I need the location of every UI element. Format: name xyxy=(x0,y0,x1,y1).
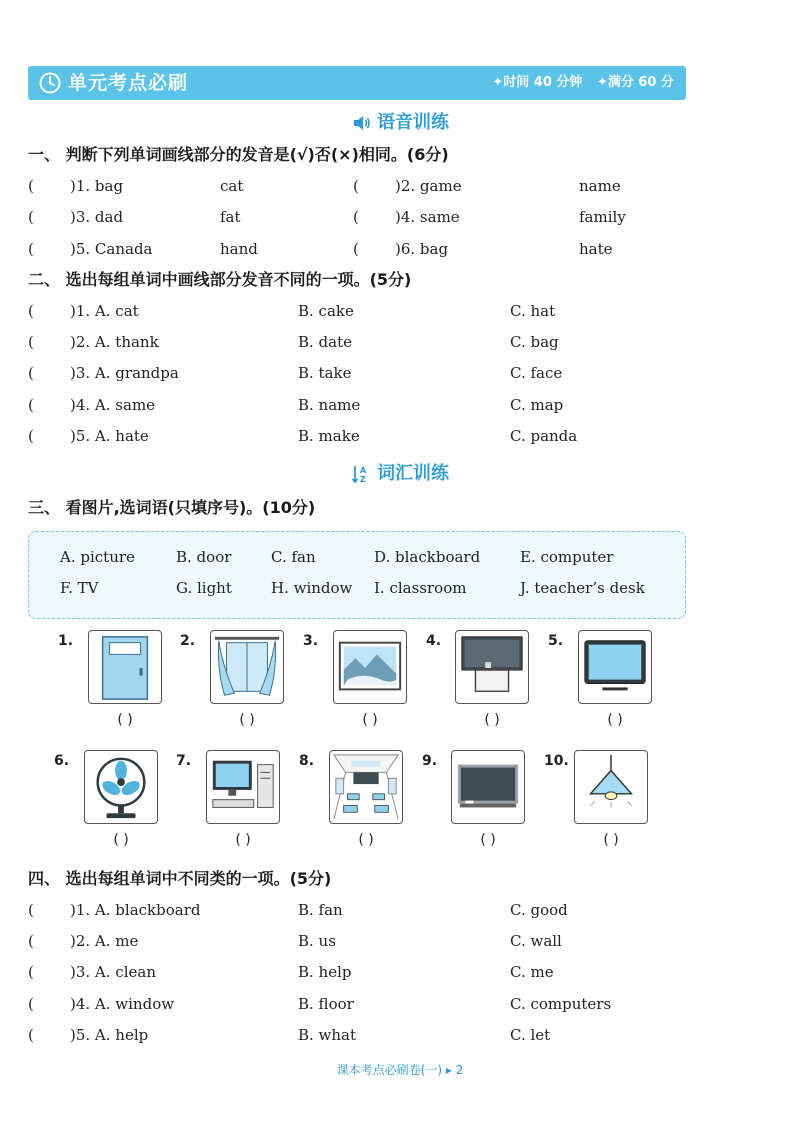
answer-paren[interactable]: ( xyxy=(28,994,34,1013)
option-a: )5. A. help xyxy=(70,1025,149,1044)
banner-title: 单元考点必刷 xyxy=(68,72,189,94)
bank-word: B. door xyxy=(176,548,232,566)
option-c: C. good xyxy=(510,901,568,919)
q2-row xyxy=(28,361,708,385)
bank-word: C. fan xyxy=(271,548,316,566)
answer-blank[interactable]: ( ) xyxy=(480,832,496,848)
picture-number: 1. xyxy=(58,633,74,649)
option-a: )4. A. same xyxy=(70,395,156,414)
option-c: C. bag xyxy=(510,333,559,352)
answer-paren[interactable]: ( xyxy=(28,302,34,320)
q4-row xyxy=(28,960,708,984)
answer-paren[interactable]: ( xyxy=(28,963,34,982)
q2-row xyxy=(28,299,708,323)
question-item: )2. game xyxy=(395,177,462,195)
q2-title: 二、 选出每组单词中画线部分发音不同的一项。(5分) xyxy=(28,270,412,289)
picture-number: 3. xyxy=(303,633,319,649)
picture-box xyxy=(578,630,652,704)
answer-paren[interactable]: ( xyxy=(28,208,34,226)
fan-icon xyxy=(85,751,157,823)
answer-paren[interactable]: ( xyxy=(28,240,34,258)
picture-box xyxy=(210,630,284,704)
bank-word: E. computer xyxy=(520,548,614,566)
picture-number: 9. xyxy=(422,753,438,769)
door-icon xyxy=(89,631,161,703)
option-b: B. floor xyxy=(298,994,354,1013)
option-a: )3. A. grandpa xyxy=(70,364,179,383)
picture-number: 6. xyxy=(54,753,70,769)
svg-text:Z: Z xyxy=(360,475,366,484)
bank-word: J. teacher’s desk xyxy=(520,579,645,597)
q4-row xyxy=(28,992,708,1016)
option-a: )2. A. thank xyxy=(70,333,159,352)
computer-icon xyxy=(207,751,279,823)
picture-box xyxy=(88,630,162,704)
option-b: B. cake xyxy=(298,302,354,320)
picture-box xyxy=(329,750,403,824)
word-bank xyxy=(28,531,686,619)
light-icon xyxy=(575,751,647,823)
option-b: B. date xyxy=(298,333,353,352)
compare-word: cat xyxy=(220,177,244,195)
answer-paren[interactable]: ( xyxy=(28,932,34,951)
unit-banner xyxy=(28,66,686,100)
option-a: )1. A. blackboard xyxy=(70,901,201,919)
full-score: ✦满分 60 分 xyxy=(596,75,674,90)
compare-word: name xyxy=(579,177,621,195)
q2-row xyxy=(28,393,708,417)
svg-text:A: A xyxy=(360,466,367,475)
answer-paren[interactable]: ( xyxy=(28,364,34,383)
option-c: C. wall xyxy=(510,932,562,951)
picture-box xyxy=(451,750,525,824)
option-b: B. name xyxy=(298,395,361,414)
option-c: C. face xyxy=(510,364,563,383)
compare-word: hate xyxy=(579,240,613,258)
q4-row xyxy=(28,898,708,922)
answer-blank[interactable]: ( ) xyxy=(358,832,374,848)
option-a: )3. A. clean xyxy=(70,963,156,982)
q1-row xyxy=(28,205,708,229)
picture-box xyxy=(574,750,648,824)
section-vocab-title: 词汇训练 xyxy=(377,463,449,484)
blackboard-icon xyxy=(452,751,524,823)
q4-title: 四、 选出每组单词中不同类的一项。(5分) xyxy=(28,869,332,888)
tv-icon xyxy=(579,631,651,703)
picture-number: 2. xyxy=(180,633,196,649)
answer-blank[interactable]: ( ) xyxy=(362,712,378,728)
answer-paren[interactable]: ( xyxy=(353,240,359,258)
option-c: C. panda xyxy=(510,426,578,445)
answer-blank[interactable]: ( ) xyxy=(117,712,133,728)
picture-number: 4. xyxy=(426,633,442,649)
picture-box xyxy=(333,630,407,704)
q2-row xyxy=(28,330,708,354)
option-c: C. me xyxy=(510,963,554,982)
q1-row xyxy=(28,237,708,261)
section-vocab-heading xyxy=(0,462,800,491)
picture-number: 10. xyxy=(544,753,569,769)
bank-word: D. blackboard xyxy=(374,548,481,566)
option-c: C. hat xyxy=(510,302,556,320)
page-footer: 课本考点必刷卷(一) ▸ 2 xyxy=(336,1063,464,1077)
option-c: C. map xyxy=(510,395,564,414)
time-limit: ✦时间 40 分钟 xyxy=(492,75,583,90)
speaker-icon xyxy=(351,113,371,133)
answer-paren[interactable]: ( xyxy=(28,426,34,445)
picture-icon xyxy=(334,631,406,703)
answer-paren[interactable]: ( xyxy=(28,1025,34,1044)
clock-icon xyxy=(38,71,62,95)
answer-paren[interactable]: ( xyxy=(353,177,359,195)
answer-blank[interactable]: ( ) xyxy=(603,832,619,848)
q2-row xyxy=(28,424,708,448)
window-icon xyxy=(211,631,283,703)
bank-word: G. light xyxy=(176,579,232,597)
q4-row xyxy=(28,1023,708,1047)
option-b: B. make xyxy=(298,426,360,445)
option-a: )2. A. me xyxy=(70,932,139,951)
option-b: B. what xyxy=(298,1025,357,1044)
option-a: )1. A. cat xyxy=(70,302,139,320)
picture-number: 5. xyxy=(548,633,564,649)
az-sort-icon xyxy=(351,464,371,484)
question-item: )3. dad xyxy=(70,208,124,226)
picture-box xyxy=(84,750,158,824)
q1-row xyxy=(28,174,708,198)
answer-paren[interactable]: ( xyxy=(28,333,34,352)
bank-word: F. TV xyxy=(60,579,99,597)
answer-paren[interactable]: ( xyxy=(28,395,34,414)
answer-blank[interactable]: ( ) xyxy=(239,712,255,728)
question-item: )4. same xyxy=(395,208,460,226)
teachers-desk-icon xyxy=(456,631,528,703)
q3-title: 三、 看图片,选词语(只填序号)。(10分) xyxy=(28,498,316,517)
option-a: )4. A. window xyxy=(70,994,175,1013)
answer-paren[interactable]: ( xyxy=(353,208,359,226)
answer-blank[interactable]: ( ) xyxy=(235,832,251,848)
picture-box xyxy=(455,630,529,704)
answer-blank[interactable]: ( ) xyxy=(607,712,623,728)
picture-box xyxy=(206,750,280,824)
compare-word: fat xyxy=(220,208,241,226)
option-c: C. let xyxy=(510,1025,551,1044)
question-item: )5. Canada xyxy=(70,240,153,258)
picture-number: 8. xyxy=(299,753,315,769)
answer-blank[interactable]: ( ) xyxy=(113,832,129,848)
option-b: B. fan xyxy=(298,901,343,919)
banner-meta xyxy=(482,74,674,92)
section-phonics-title: 语音训练 xyxy=(377,112,449,133)
picture-number: 7. xyxy=(176,753,192,769)
question-item: )1. bag xyxy=(70,177,124,195)
answer-blank[interactable]: ( ) xyxy=(484,712,500,728)
section-phonics-heading xyxy=(0,111,800,140)
option-b: B. help xyxy=(298,963,352,982)
option-c: C. computers xyxy=(510,994,612,1013)
q4-row xyxy=(28,929,708,953)
option-a: )5. A. hate xyxy=(70,426,149,445)
compare-word: hand xyxy=(220,240,258,258)
question-item: )6. bag xyxy=(395,240,449,258)
classroom-icon xyxy=(330,751,402,823)
option-b: B. us xyxy=(298,932,336,951)
q1-title: 一、 判断下列单词画线部分的发音是(√)否(×)相同。(6分) xyxy=(28,145,449,164)
bank-word: H. window xyxy=(271,579,353,597)
compare-word: family xyxy=(579,208,626,226)
bank-word: A. picture xyxy=(60,548,135,566)
answer-paren[interactable]: ( xyxy=(28,901,34,919)
option-b: B. take xyxy=(298,364,352,383)
bank-word: I. classroom xyxy=(374,579,467,597)
answer-paren[interactable]: ( xyxy=(28,177,34,195)
